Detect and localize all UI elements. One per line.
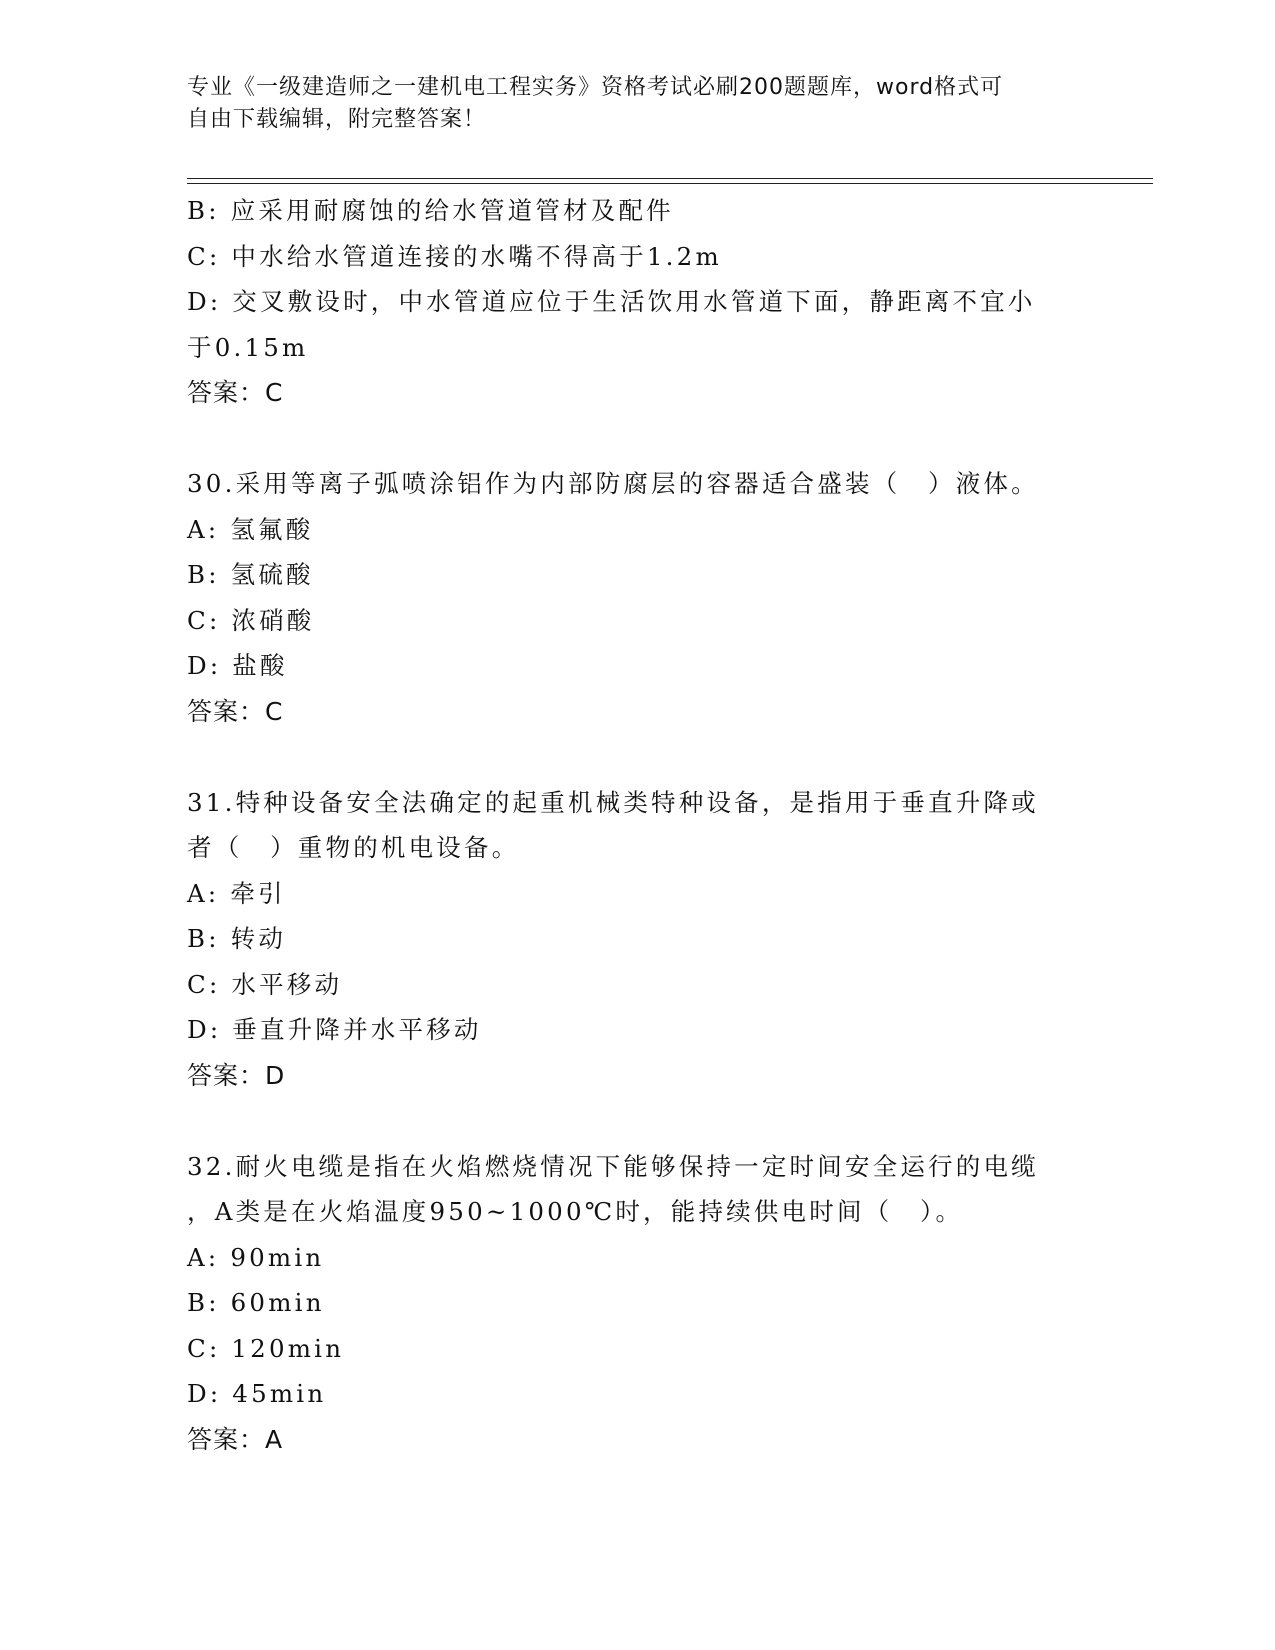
option-c: C: 中水给水管道连接的水嘴不得高于1.2m (187, 241, 722, 271)
answer: 答案：C (187, 696, 284, 726)
document-header (187, 72, 1067, 136)
question-text-line-1: 31.特种设备安全法确定的起重机械类特种设备，是指用于垂直升降或 (187, 787, 1039, 817)
question-31 (187, 780, 1077, 1099)
question-29-tail (187, 188, 1077, 416)
option-d: D: 垂直升降并水平移动 (187, 1015, 482, 1044)
option-b: B: 氢硫酸 (187, 560, 314, 589)
question-text-line-2: 者（ ）重物的机电设备。 (187, 833, 520, 862)
answer: 答案：A (187, 1424, 284, 1454)
header-divider-top (187, 178, 1153, 179)
spacer (187, 416, 1077, 462)
question-text-line-2: ，A类是在火焰温度950~1000℃时，能持续供电时间（ ）。 (187, 1197, 964, 1226)
header-line-2: 自由下载编辑，附完整答案！ (187, 107, 487, 132)
option-a: A: 氢氟酸 (187, 514, 314, 544)
answer: 答案：C (187, 378, 284, 407)
header-line-1: 专业《一级建造师之一建机电工程实务》资格考试必刷200题题库，word格式可 (187, 75, 1004, 100)
option-d: D: 盐酸 (187, 651, 288, 680)
option-a: A: 90min (187, 1242, 325, 1272)
question-30 (187, 461, 1077, 734)
option-d-line-2: 于0.15m (187, 332, 309, 362)
option-c: C: 120min (187, 1333, 345, 1363)
option-d: D: 45min (187, 1379, 327, 1408)
option-b: B: 转动 (187, 924, 287, 953)
question-text-line-1: 32.耐火电缆是指在火焰燃烧情况下能够保持一定时间安全运行的电缆 (187, 1151, 1039, 1181)
question-text: 30.采用等离子弧喷涂铝作为内部防腐层的容器适合盛装（ ）液体。 (187, 469, 1039, 498)
option-c: C: 水平移动 (187, 969, 343, 999)
question-32 (187, 1144, 1077, 1463)
option-b: B: 应采用耐腐蚀的给水管道管材及配件 (187, 196, 674, 225)
answer: 答案：D (187, 1060, 286, 1090)
question-list (187, 188, 1077, 1462)
option-d-line-1: D: 交叉敷设时，中水管道应位于生活饮用水管道下面，静距离不宜小 (187, 287, 1036, 316)
spacer (187, 1098, 1077, 1144)
spacer (187, 734, 1077, 780)
option-c: C: 浓硝酸 (187, 605, 315, 635)
option-a: A: 牵引 (187, 878, 286, 908)
header-divider-bottom (187, 183, 1153, 184)
option-b: B: 60min (187, 1288, 325, 1317)
